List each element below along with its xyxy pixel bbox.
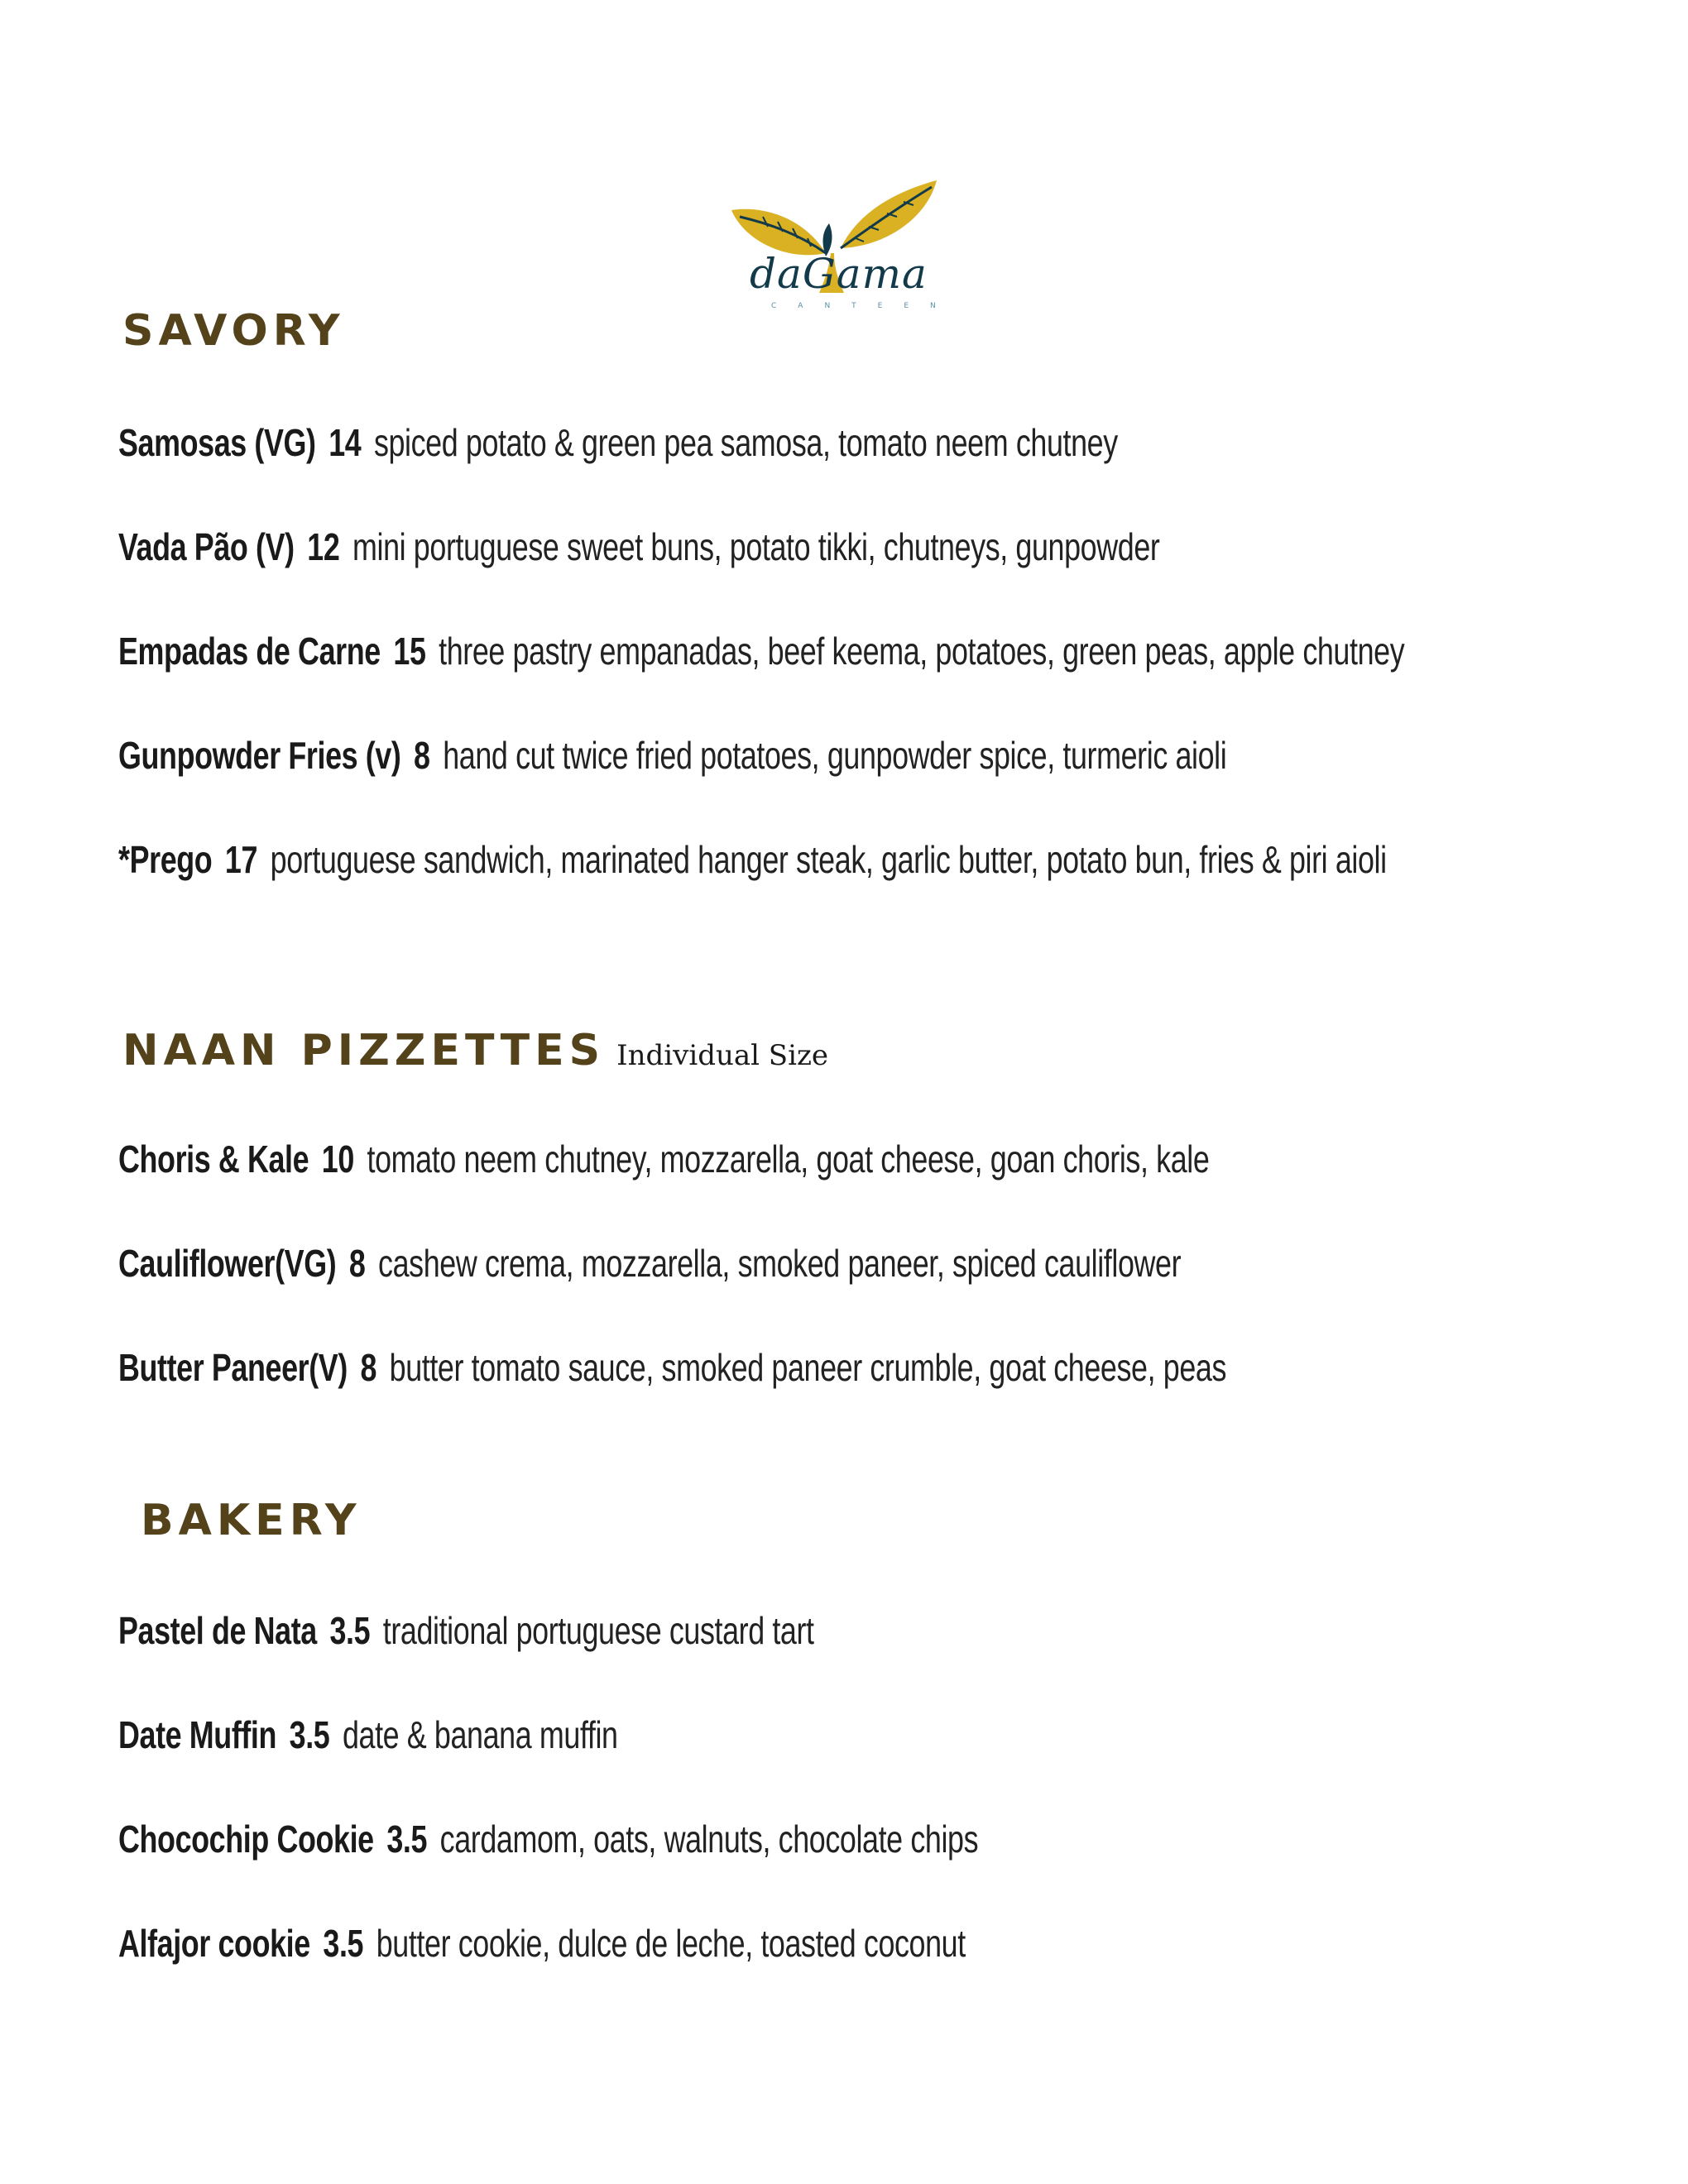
- item-description: portuguese sandwich, marinated hanger steak, garlic butter, potato bun, fries & piri aioli: [270, 838, 1387, 881]
- item-price: 3.5: [323, 1922, 364, 1965]
- item-description: butter cookie, dulce de leche, toasted coconut: [376, 1922, 966, 1965]
- menu-item: [118, 1818, 979, 1861]
- section-title: BAKERY: [141, 1496, 362, 1545]
- section-heading-savory: [122, 306, 345, 356]
- section-heading-naan-pizzettes: [122, 1026, 829, 1075]
- item-name: Date Muffin: [118, 1713, 277, 1756]
- item-description: mini portuguese sweet buns, potato tikki, chutneys, gunpowder: [352, 525, 1160, 568]
- item-name: Samosas (VG): [118, 421, 316, 464]
- item-price: 3.5: [329, 1609, 371, 1652]
- item-name: Pastel de Nata: [118, 1609, 317, 1652]
- section-heading-bakery: [141, 1496, 362, 1545]
- item-description: spiced potato & green pea samosa, tomato neem chutney: [373, 421, 1118, 464]
- item-price: 15: [393, 630, 426, 673]
- item-name: Vada Pão (V): [118, 525, 295, 568]
- item-name: Empadas de Carne: [118, 630, 381, 673]
- item-price: 8: [348, 1242, 366, 1285]
- menu-item: [118, 421, 1118, 464]
- brand-tagline: CANTEEN: [771, 302, 957, 310]
- item-description: three pastry empanadas, beef keema, potatoes, green peas, apple chutney: [439, 630, 1405, 673]
- item-name: Chocochip Cookie: [118, 1818, 374, 1861]
- item-description: date & banana muffin: [342, 1713, 618, 1756]
- menu-item: [118, 1922, 966, 1965]
- menu-item: [118, 1138, 1210, 1181]
- item-name: Cauliflower(VG): [118, 1242, 337, 1285]
- item-price: 14: [328, 421, 362, 464]
- item-description: hand cut twice fried potatoes, gunpowder spice, turmeric aioli: [443, 734, 1227, 777]
- item-price: 8: [360, 1346, 377, 1389]
- section-subtitle: Individual Size: [616, 1039, 829, 1072]
- brand-wordmark: daGama: [750, 250, 928, 298]
- item-name: *Prego: [118, 838, 213, 881]
- section-title: SAVORY: [122, 306, 345, 356]
- section-title: NAAN PIZZETTES: [122, 1026, 606, 1075]
- item-description: traditional portuguese custard tart: [382, 1609, 814, 1652]
- menu-item: [118, 1348, 1226, 1387]
- item-name: Choris & Kale: [118, 1138, 309, 1181]
- item-description: cashew crema, mozzarella, smoked paneer, spiced cauliflower: [378, 1242, 1182, 1285]
- menu-item: [118, 630, 1405, 673]
- item-price: 12: [307, 525, 340, 568]
- item-description: tomato neem chutney, mozzarella, goat cheese, goan choris, kale: [367, 1138, 1210, 1181]
- item-price: 17: [224, 838, 258, 881]
- menu-item: [118, 525, 1160, 568]
- brand-logo: [728, 180, 957, 313]
- item-price: 10: [321, 1138, 354, 1181]
- item-name: Gunpowder Fries (v): [118, 734, 401, 777]
- item-price: 8: [414, 734, 430, 777]
- item-price: 3.5: [386, 1818, 428, 1861]
- menu-item: [118, 734, 1227, 777]
- item-name: Alfajor cookie: [118, 1922, 310, 1965]
- item-description: butter tomato sauce, smoked paneer crumble, goat cheese, peas: [389, 1346, 1227, 1389]
- item-name: Butter Paneer(V): [118, 1346, 348, 1389]
- menu-item: [118, 838, 1387, 881]
- menu-item: [118, 1242, 1182, 1285]
- menu-item: [118, 1609, 814, 1652]
- item-description: cardamom, oats, walnuts, chocolate chips: [439, 1818, 979, 1861]
- item-price: 3.5: [289, 1713, 330, 1756]
- menu-item: [118, 1713, 618, 1756]
